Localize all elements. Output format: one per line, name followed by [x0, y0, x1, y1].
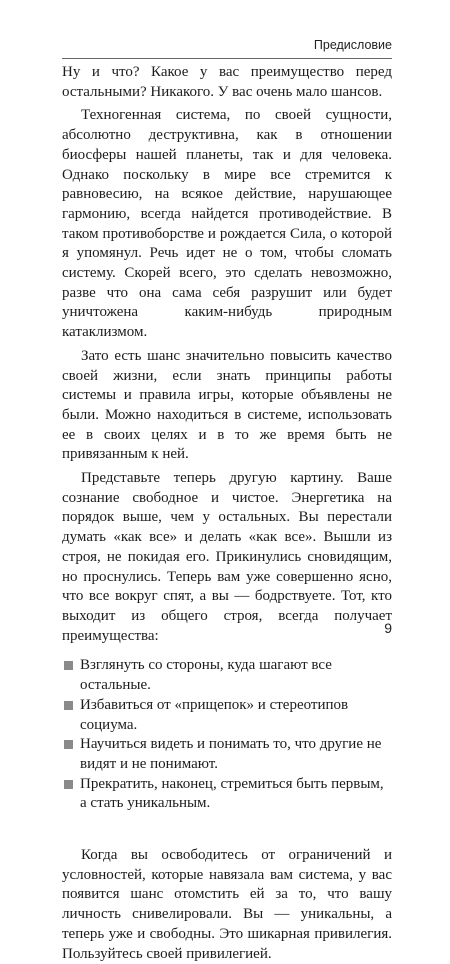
advantages-list: [62, 656, 392, 814]
page-number: 9: [384, 620, 392, 636]
square-bullet-icon: [64, 780, 73, 789]
list-item-text: Прекратить, наконец, стремиться быть первым, а стать уникальным.: [80, 775, 384, 812]
paragraph-5: Когда вы освободитесь от ограничений и условностей, которые навязала вам система, у вас появится шанс отомстить ей за то, что вашу личность снивелировали. Вы — уникальны, а теперь уже и свободны. Это шикарная привилегия. Пользуйтесь своей привилегией.: [62, 847, 392, 962]
list-item: [62, 735, 392, 774]
square-bullet-icon: [64, 701, 73, 710]
square-bullet-icon: [64, 740, 73, 749]
list-item-text: Научиться видеть и понимать то, что другие не видят и не понимают.: [80, 736, 382, 772]
chapter-title: Предисловие: [313, 38, 392, 52]
paragraph-2: Техногенная система, по своей сущности, абсолютно деструктивна, как в отношении биосферы нашей планеты, так и для человека. Однако поскольку в мире все стремится к равновесию, на всякое действие, нарушающее гармонию, всегда найдется противодействие. В таком противоборстве и рождается Сила, о которой я упомянул. Речь идет не о том, чтобы сломать систему. Скорей всего, это сделать невозможно, разве что она сама себя разрушит или будет уничтожена каким-нибудь природным катаклизмом.: [62, 107, 392, 341]
paragraph-4: Представьте теперь другую картину. Ваше сознание свободное и чистое. Энергетика на порядок выше, чем у остальных. Вы перестали думать «как все» и делать «как все». Вышли из строя, не покидая его. Прикинулись сновидящим, но проснулись. Теперь вам уже совершенно ясно, что все вокруг спят, а вы — бодрствуете. Тот, кто выходит из общего строя, всегда получает преимущества:: [62, 470, 392, 644]
page-body: [62, 63, 392, 964]
paragraph-3: Зато есть шанс значительно повысить качество своей жизни, если знать принципы работы системы и правила игры, которые объявлены не были. Можно находиться в системе, использовать ее в своих целях и в то же время быть не привязанным к ней.: [62, 347, 392, 463]
running-header: [62, 38, 392, 59]
paragraph-1: Ну и что? Какое у вас преимущество перед остальными? Никакого. У вас очень мало шансов.: [62, 64, 392, 100]
square-bullet-icon: [64, 661, 73, 670]
list-item-text: Взглянуть со стороны, куда шагают все остальные.: [80, 657, 332, 694]
list-item: [62, 696, 392, 735]
list-item: [62, 656, 392, 695]
list-item: [62, 775, 392, 814]
list-item-text: Избавиться от «прищепок» и стереотипов социума.: [80, 696, 349, 733]
